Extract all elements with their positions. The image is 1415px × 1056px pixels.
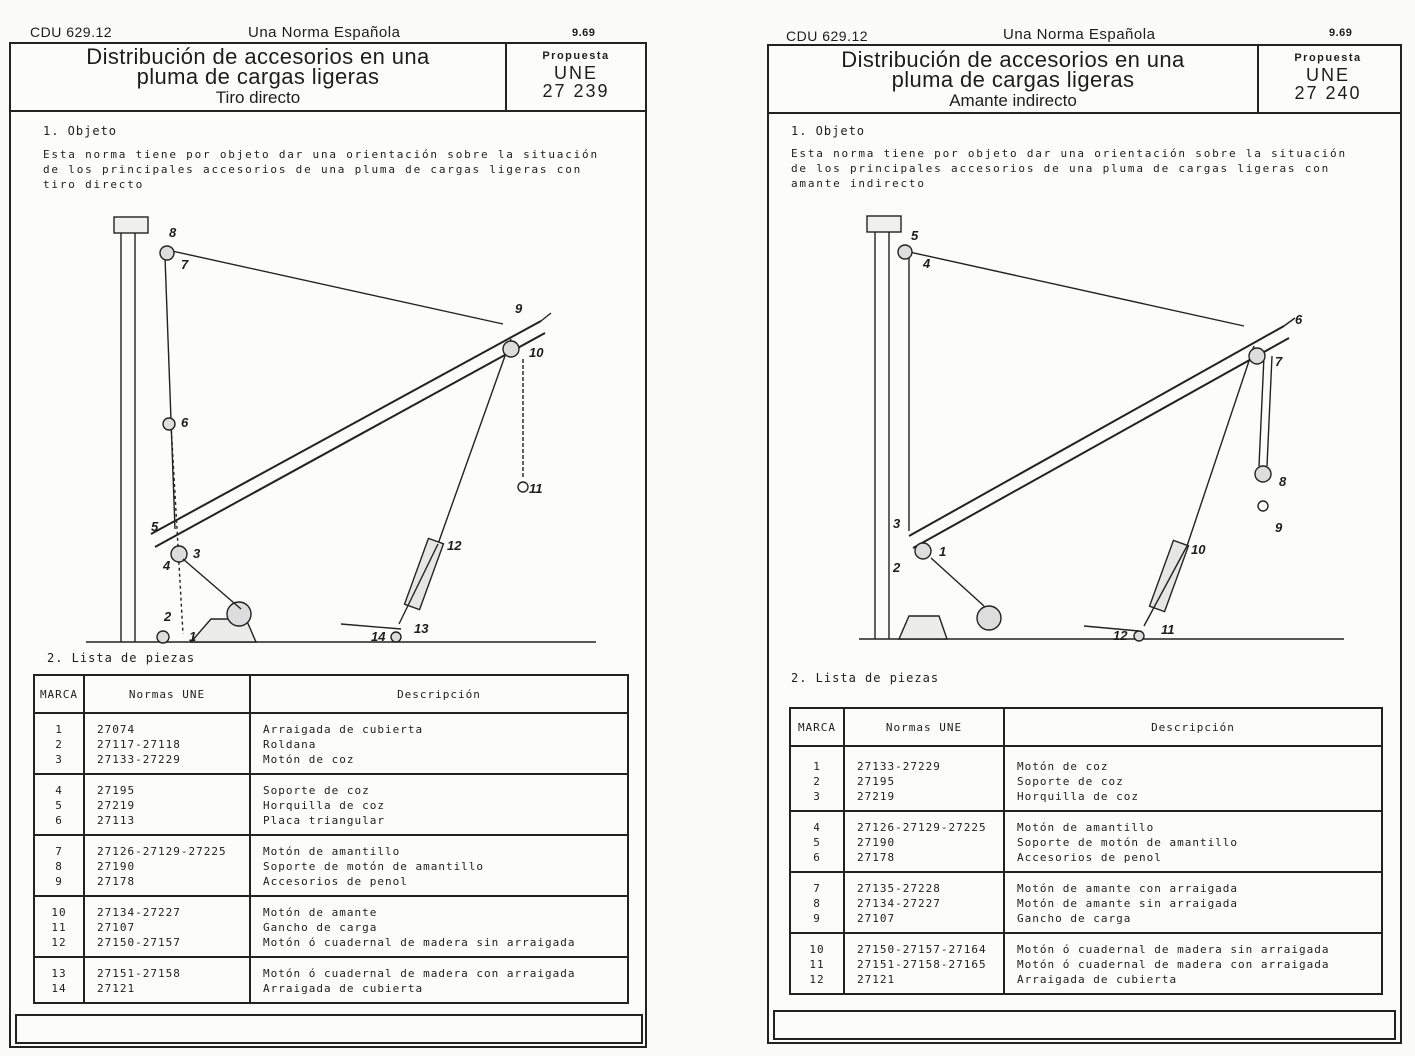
table-cell-text: Motón ó cuadernal de madera sin arraigada xyxy=(263,936,576,949)
norma-label: Una Norma Española xyxy=(248,24,401,41)
table-cell-text: Motón ó cuadernal de madera con arraigada xyxy=(263,967,576,980)
section-1-text xyxy=(791,146,1347,191)
table-cell-text: 27190 xyxy=(857,836,896,849)
table-cell-text: Soporte de coz xyxy=(263,784,370,797)
runner-wire xyxy=(438,339,511,544)
table-cell-text: Accesorios de penol xyxy=(263,875,408,888)
table-cell-text: Gancho de carga xyxy=(1017,912,1132,925)
table-cell-text: Motón de amantillo xyxy=(263,845,401,858)
marca-cell xyxy=(790,933,844,994)
table-cell-text: 27178 xyxy=(97,875,136,888)
table-cell-text: 27150-27157-27164 xyxy=(857,943,987,956)
title-line-1: Distribución de accesorios en una xyxy=(841,47,1185,72)
marca-cell xyxy=(790,811,844,872)
table-cell-text: Motón de amantillo xyxy=(1017,821,1155,834)
normas-cell xyxy=(84,957,250,1003)
label-9: 9 xyxy=(1275,520,1283,535)
title-line-2: pluma de cargas ligeras xyxy=(891,67,1135,92)
block-2 xyxy=(157,631,169,643)
heel-wire xyxy=(931,558,984,606)
table-cell-text: Motón de coz xyxy=(1017,760,1109,773)
heel-wire xyxy=(183,559,241,609)
block-1 xyxy=(915,543,931,559)
une-number: 27 239 xyxy=(542,81,610,101)
descripcion-cell xyxy=(1004,811,1382,872)
table-body xyxy=(790,746,1382,994)
table-cell-text: 27126-27129-27225 xyxy=(857,821,987,834)
table-cell-text: Gancho de carga xyxy=(263,921,378,934)
table-cell-text: Horquilla de coz xyxy=(1017,790,1139,803)
hook-9 xyxy=(1258,501,1268,511)
table-cell-text: 27133-27229 xyxy=(857,760,941,773)
whip-left xyxy=(1259,356,1264,466)
label-3: 3 xyxy=(893,516,901,531)
table-cell-text: 27107 xyxy=(97,921,136,934)
boom-tip xyxy=(1284,318,1295,326)
marca-cell xyxy=(790,746,844,811)
normas-cell xyxy=(844,933,1004,994)
table-row-group xyxy=(34,713,628,774)
propuesta-label: Propuesta xyxy=(1294,52,1362,64)
table-cell-text: Motón ó cuadernal de madera con arraigada xyxy=(1017,958,1330,971)
table-row-group xyxy=(790,872,1382,933)
col-normas: Normas UNE xyxy=(84,675,250,713)
diagram-labels xyxy=(151,225,544,644)
label-2: 2 xyxy=(164,609,172,624)
table-cell-text: Placa triangular xyxy=(263,814,385,827)
table-cell-text: 27150-27157 xyxy=(97,936,181,949)
table-row-group xyxy=(790,933,1382,994)
cdu-code: CDU 629.12 xyxy=(30,24,113,40)
tackle-fall xyxy=(1144,546,1187,626)
marca-cell xyxy=(34,713,84,774)
table-cell-text: 9 xyxy=(55,875,63,888)
section-1-line-3: tiro directo xyxy=(43,178,145,191)
table-cell-text: Accesorios de penol xyxy=(1017,851,1162,864)
table-cell-text: 27219 xyxy=(97,799,136,812)
section-1-line-1: Esta norma tiene por objeto dar una orientación sobre la situación xyxy=(43,148,599,161)
table-cell-text: 6 xyxy=(55,814,63,827)
table-cell-text: 8 xyxy=(813,897,821,910)
boom-lower xyxy=(913,338,1289,548)
marca-cell xyxy=(34,957,84,1003)
table-cell-text: 3 xyxy=(813,790,821,803)
block-10 xyxy=(503,341,519,357)
label-6: 6 xyxy=(181,415,189,430)
table-cell-text: 11 xyxy=(809,958,825,971)
table-cell-text: 10 xyxy=(809,943,825,956)
winch-drum xyxy=(977,606,1001,630)
table-row-group xyxy=(790,811,1382,872)
table-cell-text: 10 xyxy=(51,906,67,919)
label-7: 7 xyxy=(181,257,189,272)
boom-upper xyxy=(151,321,541,534)
table-cell-text: 1 xyxy=(813,760,821,773)
table-cell-text: 9 xyxy=(813,912,821,925)
table-row-group xyxy=(34,835,628,896)
block-11 xyxy=(1134,631,1144,641)
section-2-heading: 2. Lista de piezas xyxy=(47,651,196,665)
mast-top xyxy=(867,216,901,232)
label-8: 8 xyxy=(169,225,177,240)
section-2-heading: 2. Lista de piezas xyxy=(791,671,940,685)
col-descripcion: Descripción xyxy=(250,675,628,713)
table-cell-text: 14 xyxy=(51,982,67,995)
table-cell-text: Soporte de coz xyxy=(1017,775,1124,788)
cdu-code: CDU 629.12 xyxy=(786,28,869,44)
normas-cell xyxy=(84,713,250,774)
col-normas: Normas UNE xyxy=(844,708,1004,746)
marca-cell xyxy=(34,896,84,957)
document-frame xyxy=(9,42,647,1048)
table-cell-text: Motón de amante sin arraigada xyxy=(1017,897,1239,910)
mast-top xyxy=(114,217,148,233)
normas-cell xyxy=(84,896,250,957)
table-cell-text: 6 xyxy=(813,851,821,864)
table-cell-text: 27074 xyxy=(97,723,136,736)
label-1: 1 xyxy=(939,544,947,559)
section-1-heading: 1. Objeto xyxy=(43,124,118,138)
label-4: 4 xyxy=(923,256,931,271)
label-11: 11 xyxy=(1161,622,1175,637)
block-7 xyxy=(160,246,174,260)
table-cell-text: 4 xyxy=(813,821,821,834)
diagram-labels xyxy=(892,228,1303,643)
block-6 xyxy=(163,418,175,430)
block-4 xyxy=(898,245,912,259)
table-cell-text: 27219 xyxy=(857,790,896,803)
table-row-group xyxy=(34,896,628,957)
table-cell-text: 27134-27227 xyxy=(857,897,941,910)
table-row-group xyxy=(34,957,628,1003)
table-cell-text: 27107 xyxy=(857,912,896,925)
table-cell-text: 27135-27228 xyxy=(857,882,941,895)
deck-wire-12 xyxy=(1084,626,1139,631)
marca-cell xyxy=(34,835,84,896)
title-subtitle: Tiro directo xyxy=(215,88,301,107)
table-cell-text: 13 xyxy=(51,967,67,980)
table-cell-text: Motón ó cuadernal de madera sin arraigada xyxy=(1017,943,1330,956)
table-cell-text: Arraigada de cubierta xyxy=(263,723,424,736)
table-cell-text: Arraigada de cubierta xyxy=(1017,973,1178,986)
boom-tip xyxy=(541,313,551,321)
descripcion-cell xyxy=(250,713,628,774)
winch-base xyxy=(899,616,947,639)
table-cell-text: 3 xyxy=(55,753,63,766)
descripcion-cell xyxy=(1004,872,1382,933)
marca-cell xyxy=(790,872,844,933)
footer-box xyxy=(773,1010,1396,1040)
table-cell-text: Arraigada de cubierta xyxy=(263,982,424,995)
table-body xyxy=(34,713,628,1003)
table-cell-text: 27134-27227 xyxy=(97,906,181,919)
section-1-line-2: de los principales accesorios de una pluma de cargas ligeras con xyxy=(43,163,583,176)
table-cell-text: 27133-27229 xyxy=(97,753,181,766)
marca-cell xyxy=(34,774,84,835)
table-cell-text: Motón de amante con arraigada xyxy=(1017,882,1239,895)
header-block xyxy=(769,46,1400,114)
label-10: 10 xyxy=(529,345,544,360)
une-label: UNE xyxy=(1305,65,1350,85)
table-cell-text: 27151-27158 xyxy=(97,967,181,980)
label-11: 11 xyxy=(529,481,543,496)
propuesta-block xyxy=(507,44,645,110)
block-7 xyxy=(1249,348,1265,364)
label-12: 12 xyxy=(447,538,462,553)
propuesta-label: Propuesta xyxy=(542,50,610,62)
label-6: 6 xyxy=(1295,312,1303,327)
table-cell-text: 2 xyxy=(813,775,821,788)
descripcion-cell xyxy=(250,835,628,896)
label-8: 8 xyxy=(1279,474,1287,489)
label-13: 13 xyxy=(414,621,429,636)
table-cell-text: 12 xyxy=(51,936,67,949)
label-4: 4 xyxy=(163,558,171,573)
une-number: 27 240 xyxy=(1294,83,1362,103)
table-cell-text: 12 xyxy=(809,973,825,986)
table-cell-text: 27113 xyxy=(97,814,136,827)
label-2: 2 xyxy=(893,560,901,575)
whip-right xyxy=(1267,356,1272,466)
parts-table xyxy=(33,674,629,1004)
label-9: 9 xyxy=(515,301,523,316)
table-cell-text: 5 xyxy=(55,799,63,812)
table-row-group xyxy=(34,774,628,835)
boom-lower xyxy=(155,333,545,547)
table-cell-text: 8 xyxy=(55,860,63,873)
label-10: 10 xyxy=(1191,542,1206,557)
descripcion-cell xyxy=(250,774,628,835)
topping-lift-wire xyxy=(905,251,1244,326)
title-line-2: pluma de cargas ligeras xyxy=(136,64,380,89)
label-3: 3 xyxy=(193,546,201,561)
title-block xyxy=(769,46,1259,112)
label-5: 5 xyxy=(911,228,919,243)
tackle-fall xyxy=(399,544,438,624)
section-1-line-2: de los principales accesorios de una pluma de cargas ligeras con xyxy=(791,162,1331,175)
crane-diagram-tiro-directo xyxy=(71,209,671,649)
title-subtitle: Amante indirecto xyxy=(949,91,1077,110)
table-cell-text: 27151-27158-27165 xyxy=(857,958,987,971)
section-1-heading: 1. Objeto xyxy=(791,124,866,138)
header-block xyxy=(11,44,645,112)
col-marca: MARCA xyxy=(790,708,844,746)
crane-diagram-amante-indirecto xyxy=(839,206,1415,646)
table-cell-text: 5 xyxy=(813,836,821,849)
date-label: 9.69 xyxy=(1329,27,1353,39)
tackle-10 xyxy=(1150,540,1189,611)
table-cell-text: 7 xyxy=(813,882,821,895)
propuesta-block xyxy=(1259,46,1397,112)
normas-cell xyxy=(844,746,1004,811)
table-header-row xyxy=(34,675,628,713)
normas-cell xyxy=(844,811,1004,872)
label-1: 1 xyxy=(189,629,197,644)
table-cell-text: 1 xyxy=(55,723,63,736)
block-8 xyxy=(1255,466,1271,482)
section-1-line-1: Esta norma tiene por objeto dar una orientación sobre la situación xyxy=(791,147,1347,160)
col-marca: MARCA xyxy=(34,675,84,713)
descripcion-cell xyxy=(250,957,628,1003)
table-cell-text: 27121 xyxy=(97,982,136,995)
title-block xyxy=(11,44,507,110)
topping-lift-wire xyxy=(163,249,503,324)
section-1-text xyxy=(43,147,599,192)
page-left xyxy=(0,0,700,1056)
table-cell-text: Roldana xyxy=(263,738,317,751)
table-cell-text: 27178 xyxy=(857,851,896,864)
table-cell-text: 11 xyxy=(51,921,67,934)
table-cell-text: Soporte de motón de amantillo xyxy=(1017,836,1239,849)
normas-cell xyxy=(84,835,250,896)
table-cell-text: Motón de amante xyxy=(263,906,378,919)
parts-table xyxy=(789,707,1383,995)
table-cell-text: 2 xyxy=(55,738,63,751)
hook-11 xyxy=(518,482,528,492)
label-5: 5 xyxy=(151,519,159,534)
mast-chain xyxy=(171,424,183,634)
table-cell-text: Horquilla de coz xyxy=(263,799,385,812)
winch-drum xyxy=(227,602,251,626)
table-cell-text: 27121 xyxy=(857,973,896,986)
norma-label: Una Norma Española xyxy=(1003,26,1156,43)
une-label: UNE xyxy=(553,63,598,83)
table-row-group xyxy=(790,746,1382,811)
table-cell-text: 27195 xyxy=(857,775,896,788)
topping-lift-fall xyxy=(165,257,175,529)
title-line-1: Distribución de accesorios en una xyxy=(86,44,430,69)
table-cell-text: 27117-27118 xyxy=(97,738,181,751)
descripcion-cell xyxy=(250,896,628,957)
block-13 xyxy=(391,632,401,642)
label-14: 14 xyxy=(371,629,386,644)
table-header-row xyxy=(790,708,1382,746)
document-frame xyxy=(767,44,1402,1044)
table-cell-text: Soporte de motón de amantillo xyxy=(263,860,485,873)
table-cell-text: 7 xyxy=(55,845,63,858)
table-cell-text: 4 xyxy=(55,784,63,797)
table-cell-text: 27126-27129-27225 xyxy=(97,845,227,858)
descripcion-cell xyxy=(1004,746,1382,811)
col-descripcion: Descripción xyxy=(1004,708,1382,746)
normas-cell xyxy=(844,872,1004,933)
table-cell-text: Motón de coz xyxy=(263,753,355,766)
table-cell-text: 27190 xyxy=(97,860,136,873)
section-1-line-3: amante indirecto xyxy=(791,177,926,190)
date-label: 9.69 xyxy=(572,27,596,39)
table-cell-text: 27195 xyxy=(97,784,136,797)
label-7: 7 xyxy=(1275,354,1283,369)
footer-box xyxy=(15,1014,643,1044)
boom-upper xyxy=(909,326,1284,536)
label-12: 12 xyxy=(1113,628,1128,643)
normas-cell xyxy=(84,774,250,835)
page-right xyxy=(712,0,1415,1056)
descripcion-cell xyxy=(1004,933,1382,994)
